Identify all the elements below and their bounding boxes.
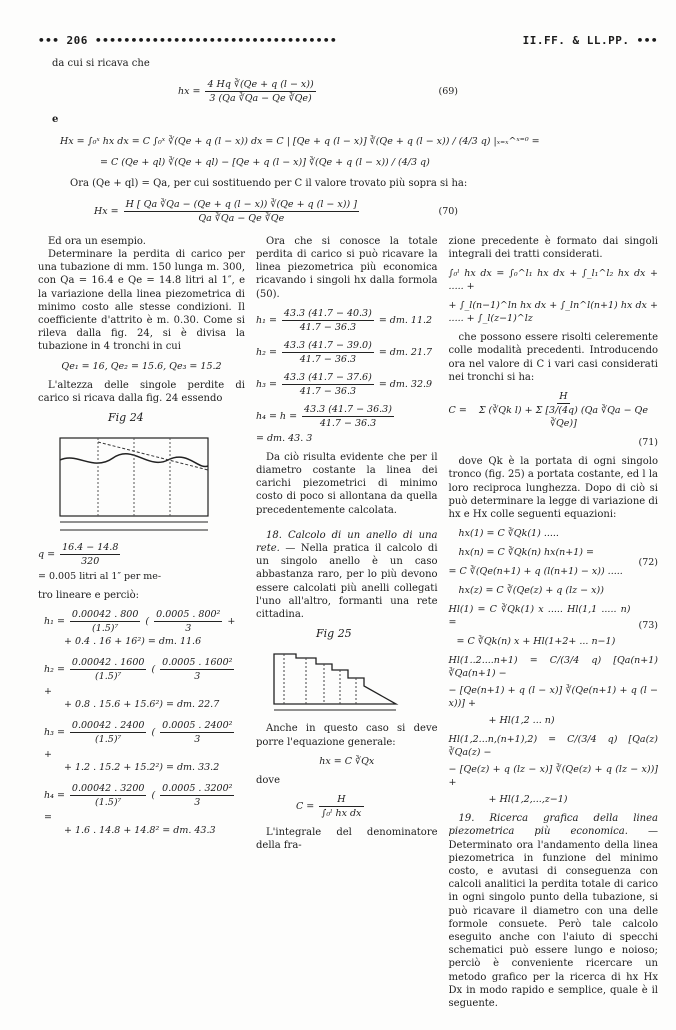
equation-number-71: (71) xyxy=(638,437,658,449)
section-19-text: Determinato ora l'andamento della linea piezometrica in funzione del minimo costo, e avutasi di conseguenza con calcoli analitici la perdita totale di carico in ogni singolo punto della tubazione, si può ricavare il diametro con una delle formole consuete. Però tale calcolo eseguito anche con l'aiuto di specchi schematici può essere lungo e noioso; perciò è conveniente ricercare un metodo grafico per la ricerca di hx Hx Dx in modo rapido e semplice, quale è il seguente. xyxy=(448,839,658,1010)
paragraph: Ora che si conosce la totale perdita di carico si può ricavare la linea piezometrica più economica ricavando i singoli hx dalla formola (50). xyxy=(256,235,438,300)
figure-24 xyxy=(38,430,245,535)
equation-74-block: Hl(1..2....n+1) = C/(3/4 q) [Qa(n+1) ∛Qa(n+1) − − [Qe(n+1) + q (l − x)] ∛(Qe(n+1) + q (l − x))] + + Hl(1,2 ... n) xyxy=(448,655,658,727)
equation-Hx-integral: Hx = ∫₀ˣ hx dx = C ∫₀ˣ ∛(Qe + q (l − x)) dx = C | [Qe + q (l − x)] ∛(Qe + q (l − x)) / (4/3 q) |ₓ₌ₓ^ˣ⁼⁰ = xyxy=(60,135,540,147)
equation-69: hx = $\frac{4 Hq ∛(Qe + q (l - x))}{3 (Qa ∛Qa - Qe ∛Qe)}$ xyxy=(178,79,314,105)
paragraph: dove Qk è la portata di ogni singolo tronco (fig. 25) a portata costante, ed l la loro reciproca lunghezza. Dopo di ciò si può determinare la legge di variazione di hx e Hx colle seguenti equazioni: xyxy=(448,456,658,521)
section-19 xyxy=(449,812,658,1010)
h-equation: h₃ = $\frac{43.3 (41.7 - 37.6)}{41.7 - 36.3}$ = dm. 32.9 xyxy=(256,371,433,397)
dove-text: dove xyxy=(256,774,280,786)
equation-71: C = $\frac{H}{\text{Σ (∛Qk l) + Σ [3/(4q) (Qa ∛Qa − Qe ∛Qe)]}}$ xyxy=(448,391,648,430)
h-equation: h₃ = $\frac{0.00042 . 2400}{\text{(1.5)⁷}}$ ( $\frac{\text{0.0005 . 2400²}}{3}$ + + 1.2 . 15.2 + 15.2²) = dm. 33.2 xyxy=(44,720,233,774)
equation-integral-sum: ∫₀ˡ hx dx = ∫₀^l₁ hx dx + ∫_l₁^l₂ hx dx + ..... + xyxy=(448,268,658,293)
paragraph: tro lineare e perciò: xyxy=(38,590,139,602)
three-columns xyxy=(38,235,658,1010)
section-18 xyxy=(256,529,438,621)
equation-73-block: Hl(1) = C ∛Qk(1) x ..... Hl(1,1 ..... n) = = C ∛Qk(n) x + Hl(1+2+ ... n−1) xyxy=(448,604,631,648)
h-equation: h₂ = $\frac{43.3 (41.7 - 39.0)}{41.7 - 36.3}$ = dm. 21.7 xyxy=(256,339,433,365)
h-equation: h₁ = $\frac{0.00042 . 800}{\text{(1.5)⁷}}$ ( $\frac{\text{0.0005 . 800²}}{3}$ + + 0.4 . 16 + 16²) = dm. 11.6 xyxy=(44,609,236,648)
figure-24-label: Fig 24 xyxy=(108,411,144,425)
paragraph: L'altezza delle singole perdite di carico si ricava dalla fig. 24 essendo xyxy=(38,379,245,404)
h-equation: h₄ = h = $\frac{43.3 (41.7 - 36.3)}{41.7 - 36.3}$ = dm. 43. 3 xyxy=(256,403,392,444)
section-18-text: Nella pratica il calcolo di un singolo anello è un caso abbastanza raro, per lo più devono essere calcolati più anelli collegati l'uno all'altro, formanti una rete cittadina. xyxy=(256,543,438,621)
equation-q: q = $\frac{16.4 - 14.8}{320}$ = 0.005 litri al 1″ per me- xyxy=(38,542,162,583)
journal-title: II.FF. & LL.PP. ••• xyxy=(522,34,658,47)
intro-text: da cui si ricava che xyxy=(52,58,150,70)
equation-tronchi: Qe₁ = 16, Qe₂ = 15.6, Qe₃ = 15.2 xyxy=(61,360,222,372)
paragraph: Determinare la perdita di carico per una tubazione di mm. 150 lunga m. 300, con Qa = 16.4 e Qe = 14.8 litri al 1″, e la variazione della linea piezometrica di minimo costo alle stesse condizioni. Il coefficiente d'attrito è m. 0.30. Come si rileva dalla fig. 24, si è divisa la tubazione in 4 tronchi in cui xyxy=(38,249,245,353)
conjunction-e: e xyxy=(52,114,59,126)
paragraph: Ed ora un esempio. xyxy=(48,235,146,247)
equation-72-block: hx(1) = C ∛Qk(1) ..... hx(n) = C ∛Qk(n) hx(n+1) = = C ∛(Qe(n+1) + q (l(n+1) − x)) ..... hx(z) = C ∛(Qe(z) + q (lz − x)) xyxy=(448,528,623,597)
middle-h-equations xyxy=(256,307,438,445)
h-equation: h₄ = $\frac{0.00042 . 3200}{\text{(1.5)⁷}}$ ( $\frac{\text{0.0005 . 3200²}}{3}$ = + 1.6 . 14.8 + 14.8² = dm. 43.3 xyxy=(44,783,233,837)
figure-25-label: Fig 25 xyxy=(316,627,352,641)
paragraph: L'integrale del denominatore della fra- xyxy=(256,827,438,852)
middle-column xyxy=(256,235,438,853)
equation-number-73: (73) xyxy=(638,620,658,632)
equation-integral-sum-cont: + ∫_l(n−1)^ln hx dx + ∫_ln^l(n+1) hx dx + ..... + ∫_l(z−1)^lz xyxy=(448,300,658,325)
equation-Hx-result: = C (Qe + ql) ∛(Qe + ql) − [Qe + q (l − x)] ∛(Qe + q (l − x)) / (4/3 q) xyxy=(100,156,430,168)
section-19-title: 19. Ricerca grafica della linea piezometrica più economica. — xyxy=(448,813,658,838)
paragraph: che possono essere risolti celeremente colle modalità precedenti. Introducendo ora nel valore di C i vari casi considerati nei tronchi si ha: xyxy=(448,332,658,383)
running-header xyxy=(38,34,658,47)
equation-number-70: (70) xyxy=(438,205,458,217)
paragraph: Anche in questo caso si deve porre l'equazione generale: xyxy=(256,723,438,748)
page-number: ••• 206 •••••••••••••••••••••••••••••••••• xyxy=(38,34,338,47)
paragraph: Da ciò risulta evidente che per il diametro costante la linea dei carichi piezometrici di minimo costo di poco si allontana da quella precedentemente calcolata. xyxy=(256,451,438,516)
ora-text: Ora (Qe + ql) = Qa, per cui sostituendo per C il valore trovato più sopra si ha: xyxy=(70,177,468,189)
right-column xyxy=(449,235,658,1010)
h-equation: h₂ = $\frac{0.00042 . 1600}{\text{(1.5)⁷}}$ ( $\frac{\text{0.0005 . 1600²}}{3}$ + + 0.8 . 15.6 + 15.6²) = dm. 22.7 xyxy=(44,657,233,711)
figure-25 xyxy=(256,646,406,716)
equation-C: C = $\frac{H}{\text{∫₀ˡ hx dx}}$ xyxy=(256,793,438,820)
top-section xyxy=(38,57,658,225)
paragraph: zione precedente è formato dai singoli integrali dei tratti considerati. xyxy=(448,235,658,261)
equation-number-72: (72) xyxy=(638,556,658,568)
left-h-equations xyxy=(38,608,245,837)
equation-70: Hx = $\frac{H [ Qa ∛Qa - (Qe + q (l - x)) ∛(Qe + q (l - x)) ]}{Qa ∛Qa - Qe ∛Qe}$ xyxy=(94,198,357,224)
section-18-title: 18. Calcolo di un anello di una rete. — xyxy=(256,529,438,555)
equation-number-69: (69) xyxy=(438,86,458,98)
h-equation: h₁ = $\frac{43.3 (41.7 - 40.3)}{41.7 - 36.3}$ = dm. 11.2 xyxy=(256,307,433,333)
left-column xyxy=(38,235,245,838)
equation-75-block: Hl(1,2...n,(n+1),2) = C/(3/4 q) [Qa(z) ∛Qa(z) − − [Qe(z) + q (lz − x)] ∛(Qe(z) + q (lz − x))] + + Hl(1,2,...,z−1) xyxy=(448,734,658,806)
equation-general: hx = C ∛Qx xyxy=(319,755,375,767)
